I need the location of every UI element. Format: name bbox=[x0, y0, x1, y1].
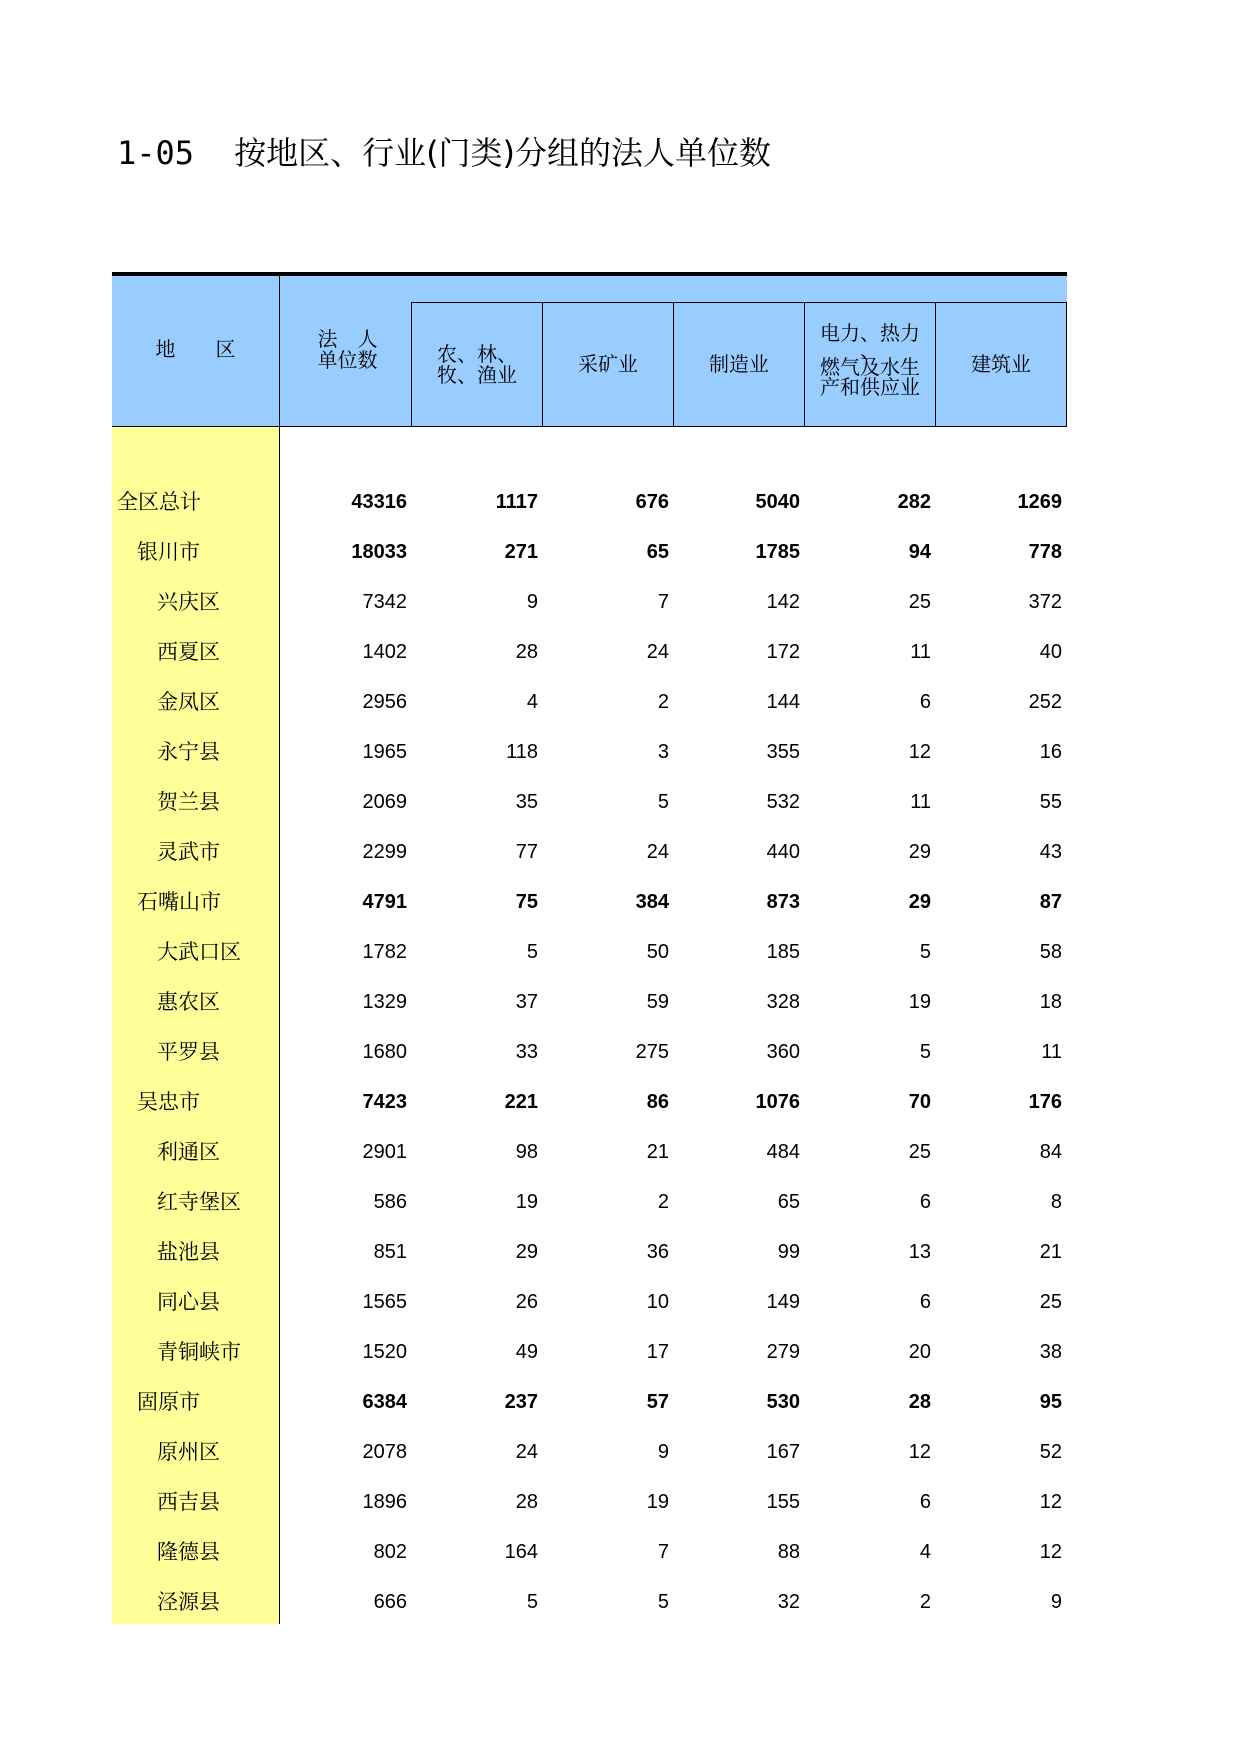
region-name: 大武口区 bbox=[157, 940, 241, 964]
header-total-line: 法 人 bbox=[317, 327, 378, 351]
value-cell: 5 bbox=[526, 1591, 538, 1613]
value-cell: 384 bbox=[635, 891, 669, 913]
table-row bbox=[112, 1427, 1067, 1477]
value-cell: 1402 bbox=[362, 641, 407, 663]
value-cell: 1520 bbox=[362, 1341, 407, 1363]
value-cell: 37 bbox=[515, 991, 538, 1013]
value-cell: 43316 bbox=[351, 491, 407, 513]
value-cell: 4 bbox=[526, 691, 538, 713]
value-cell: 360 bbox=[766, 1041, 800, 1063]
value-cell: 11 bbox=[910, 791, 931, 813]
region-name: 平罗县 bbox=[157, 1040, 220, 1064]
value-cell: 149 bbox=[766, 1291, 800, 1313]
value-cell: 7423 bbox=[362, 1091, 407, 1113]
header-total-line: 单位数 bbox=[317, 348, 378, 372]
table-row bbox=[112, 1177, 1067, 1227]
value-cell: 6 bbox=[919, 1491, 931, 1513]
value-cell: 86 bbox=[646, 1091, 669, 1113]
value-cell: 532 bbox=[766, 791, 800, 813]
table-row bbox=[112, 627, 1067, 677]
value-cell: 17 bbox=[646, 1341, 669, 1363]
value-cell: 25 bbox=[908, 591, 931, 613]
value-cell: 24 bbox=[515, 1441, 538, 1463]
value-cell: 2 bbox=[657, 1191, 669, 1213]
value-cell: 1329 bbox=[362, 991, 407, 1013]
header-col-line: 农、林、 bbox=[437, 342, 517, 366]
page-title bbox=[117, 128, 771, 174]
value-cell: 10 bbox=[646, 1291, 669, 1313]
value-cell: 28 bbox=[908, 1391, 931, 1413]
value-cell: 43 bbox=[1039, 841, 1062, 863]
value-cell: 7 bbox=[657, 1541, 669, 1563]
value-cell: 11 bbox=[910, 641, 931, 663]
value-cell: 24 bbox=[646, 841, 669, 863]
value-cell: 29 bbox=[515, 1241, 538, 1263]
value-cell: 484 bbox=[766, 1141, 800, 1163]
value-cell: 99 bbox=[777, 1241, 800, 1263]
header-region-divider bbox=[279, 276, 280, 427]
value-cell: 75 bbox=[515, 891, 538, 913]
region-name: 全区总计 bbox=[117, 490, 201, 514]
value-cell: 84 bbox=[1039, 1141, 1062, 1163]
value-cell: 252 bbox=[1028, 691, 1062, 713]
value-cell: 155 bbox=[766, 1491, 800, 1513]
value-cell: 70 bbox=[908, 1091, 931, 1113]
value-cell: 20 bbox=[908, 1341, 931, 1363]
value-cell: 4 bbox=[919, 1541, 931, 1563]
value-cell: 221 bbox=[504, 1091, 538, 1113]
table-row bbox=[112, 1377, 1067, 1427]
value-cell: 2078 bbox=[362, 1441, 407, 1463]
value-cell: 6 bbox=[919, 1191, 931, 1213]
table-row bbox=[112, 927, 1067, 977]
value-cell: 50 bbox=[646, 941, 669, 963]
value-cell: 2 bbox=[919, 1591, 931, 1613]
table-row bbox=[112, 1527, 1067, 1577]
value-cell: 6 bbox=[919, 1291, 931, 1313]
table-title: 按地区、行业(门类)分组的法人单位数 bbox=[234, 134, 772, 172]
value-cell: 2 bbox=[657, 691, 669, 713]
value-cell: 778 bbox=[1028, 541, 1062, 563]
region-name: 固原市 bbox=[137, 1390, 200, 1414]
value-cell: 2956 bbox=[362, 691, 407, 713]
value-cell: 9 bbox=[526, 591, 538, 613]
region-name: 兴庆区 bbox=[157, 590, 220, 614]
header-col-agriculture bbox=[412, 344, 542, 386]
value-cell: 29 bbox=[908, 891, 931, 913]
table-row bbox=[112, 477, 1067, 527]
table-row bbox=[112, 1477, 1067, 1527]
value-cell: 57 bbox=[646, 1391, 669, 1413]
value-cell: 25 bbox=[908, 1141, 931, 1163]
value-cell: 1896 bbox=[362, 1491, 407, 1513]
value-cell: 851 bbox=[373, 1241, 407, 1263]
value-cell: 355 bbox=[766, 741, 800, 763]
value-cell: 8 bbox=[1050, 1191, 1062, 1213]
header-col-utilities bbox=[805, 323, 935, 397]
value-cell: 9 bbox=[657, 1441, 669, 1463]
value-cell: 24 bbox=[646, 641, 669, 663]
value-cell: 1680 bbox=[362, 1041, 407, 1063]
value-cell: 2901 bbox=[362, 1141, 407, 1163]
value-cell: 237 bbox=[504, 1391, 538, 1413]
header-col-line: 燃气及水生 bbox=[820, 355, 920, 379]
value-cell: 52 bbox=[1039, 1441, 1062, 1463]
region-name: 灵武市 bbox=[157, 840, 220, 864]
value-cell: 25 bbox=[1039, 1291, 1062, 1313]
value-cell: 372 bbox=[1028, 591, 1062, 613]
value-cell: 2299 bbox=[362, 841, 407, 863]
value-cell: 586 bbox=[373, 1191, 407, 1213]
table-row bbox=[112, 727, 1067, 777]
value-cell: 26 bbox=[515, 1291, 538, 1313]
table-row bbox=[112, 1027, 1067, 1077]
region-name: 惠农区 bbox=[157, 990, 220, 1014]
region-name: 永宁县 bbox=[157, 740, 220, 764]
value-cell: 28 bbox=[515, 641, 538, 663]
value-cell: 55 bbox=[1039, 791, 1062, 813]
value-cell: 12 bbox=[908, 1441, 931, 1463]
value-cell: 16 bbox=[1039, 741, 1062, 763]
value-cell: 28 bbox=[515, 1491, 538, 1513]
value-cell: 7342 bbox=[362, 591, 407, 613]
value-cell: 1565 bbox=[362, 1291, 407, 1313]
region-name: 贺兰县 bbox=[157, 790, 220, 814]
value-cell: 36 bbox=[646, 1241, 669, 1263]
table-row bbox=[112, 777, 1067, 827]
value-cell: 118 bbox=[506, 741, 538, 763]
value-cell: 19 bbox=[646, 1491, 669, 1513]
value-cell: 38 bbox=[1039, 1341, 1062, 1363]
header-col-divider bbox=[1066, 302, 1067, 427]
header-industry-rule bbox=[411, 302, 1067, 303]
value-cell: 40 bbox=[1039, 641, 1062, 663]
value-cell: 4791 bbox=[362, 891, 407, 913]
region-name: 石嘴山市 bbox=[137, 890, 221, 914]
value-cell: 666 bbox=[373, 1591, 407, 1613]
region-name: 利通区 bbox=[157, 1140, 220, 1164]
table-row bbox=[112, 577, 1067, 627]
table-row bbox=[112, 527, 1067, 577]
region-name: 红寺堡区 bbox=[157, 1190, 241, 1214]
value-cell: 13 bbox=[908, 1241, 931, 1263]
value-cell: 98 bbox=[515, 1141, 538, 1163]
region-name: 隆德县 bbox=[157, 1540, 220, 1564]
value-cell: 19 bbox=[515, 1191, 538, 1213]
value-cell: 676 bbox=[635, 491, 669, 513]
value-cell: 59 bbox=[646, 991, 669, 1013]
value-cell: 19 bbox=[908, 991, 931, 1013]
value-cell: 440 bbox=[766, 841, 800, 863]
value-cell: 65 bbox=[777, 1191, 800, 1213]
value-cell: 167 bbox=[766, 1441, 800, 1463]
value-cell: 58 bbox=[1039, 941, 1062, 963]
value-cell: 11 bbox=[1041, 1041, 1062, 1063]
value-cell: 21 bbox=[1039, 1241, 1062, 1263]
value-cell: 21 bbox=[646, 1141, 669, 1163]
value-cell: 1965 bbox=[362, 741, 407, 763]
table-row bbox=[112, 977, 1067, 1027]
value-cell: 35 bbox=[515, 791, 538, 813]
value-cell: 5 bbox=[657, 791, 669, 813]
value-cell: 1076 bbox=[755, 1091, 800, 1113]
value-cell: 3 bbox=[657, 741, 669, 763]
region-name: 金凤区 bbox=[157, 690, 220, 714]
header-col-line: 牧、渔业 bbox=[437, 363, 517, 387]
table-row bbox=[112, 1227, 1067, 1277]
value-cell: 176 bbox=[1028, 1091, 1062, 1113]
value-cell: 802 bbox=[373, 1541, 407, 1563]
header-col-construction: 建筑业 bbox=[971, 352, 1031, 376]
table-row bbox=[112, 1327, 1067, 1377]
value-cell: 5040 bbox=[755, 491, 800, 513]
value-cell: 5 bbox=[526, 941, 538, 963]
value-cell: 5 bbox=[919, 941, 931, 963]
region-name: 吴忠市 bbox=[137, 1090, 200, 1114]
value-cell: 12 bbox=[1039, 1491, 1062, 1513]
value-cell: 5 bbox=[919, 1041, 931, 1063]
value-cell: 172 bbox=[766, 641, 800, 663]
value-cell: 87 bbox=[1039, 891, 1062, 913]
value-cell: 65 bbox=[646, 541, 669, 563]
value-cell: 18033 bbox=[351, 541, 407, 563]
value-cell: 94 bbox=[908, 541, 931, 563]
value-cell: 164 bbox=[504, 1541, 538, 1563]
value-cell: 6 bbox=[919, 691, 931, 713]
header-col-manufacturing: 制造业 bbox=[709, 352, 769, 376]
value-cell: 1785 bbox=[755, 541, 800, 563]
table-number: 1-05 bbox=[117, 134, 195, 172]
value-cell: 12 bbox=[908, 741, 931, 763]
header-col-line: 、 bbox=[860, 338, 880, 362]
value-cell: 29 bbox=[908, 841, 931, 863]
value-cell: 873 bbox=[766, 891, 800, 913]
value-cell: 12 bbox=[1039, 1541, 1062, 1563]
value-cell: 32 bbox=[777, 1591, 800, 1613]
value-cell: 530 bbox=[766, 1391, 800, 1413]
value-cell: 88 bbox=[777, 1541, 800, 1563]
value-cell: 328 bbox=[766, 991, 800, 1013]
header-col-mining: 采矿业 bbox=[578, 352, 638, 376]
header-col-line: 电力、热力 bbox=[820, 321, 920, 345]
value-cell: 144 bbox=[766, 691, 800, 713]
value-cell: 7 bbox=[657, 591, 669, 613]
table-row bbox=[112, 1277, 1067, 1327]
region-name: 泾源县 bbox=[157, 1590, 220, 1614]
table-row bbox=[112, 877, 1067, 927]
region-name: 原州区 bbox=[157, 1440, 220, 1464]
value-cell: 2069 bbox=[362, 791, 407, 813]
region-name: 青铜峡市 bbox=[157, 1340, 241, 1364]
value-cell: 77 bbox=[515, 841, 538, 863]
value-cell: 18 bbox=[1039, 991, 1062, 1013]
region-name: 西吉县 bbox=[157, 1490, 220, 1514]
value-cell: 142 bbox=[766, 591, 800, 613]
header-col-line: 产和供应业 bbox=[820, 375, 920, 399]
value-cell: 275 bbox=[635, 1041, 669, 1063]
table-row bbox=[112, 677, 1067, 727]
region-name: 银川市 bbox=[137, 540, 200, 564]
value-cell: 282 bbox=[897, 491, 931, 513]
value-cell: 1269 bbox=[1017, 491, 1062, 513]
header-total bbox=[300, 329, 395, 371]
value-cell: 95 bbox=[1039, 1391, 1062, 1413]
value-cell: 33 bbox=[515, 1041, 538, 1063]
value-cell: 6384 bbox=[362, 1391, 407, 1413]
header-region: 地 区 bbox=[155, 337, 236, 361]
region-name: 西夏区 bbox=[157, 640, 220, 664]
value-cell: 9 bbox=[1050, 1591, 1062, 1613]
region-name: 同心县 bbox=[157, 1290, 220, 1314]
value-cell: 49 bbox=[515, 1341, 538, 1363]
value-cell: 1782 bbox=[362, 941, 407, 963]
value-cell: 1117 bbox=[495, 491, 538, 513]
table-row bbox=[112, 827, 1067, 877]
table-row bbox=[112, 1577, 1067, 1627]
value-cell: 185 bbox=[766, 941, 800, 963]
region-name: 盐池县 bbox=[157, 1240, 220, 1264]
value-cell: 279 bbox=[766, 1341, 800, 1363]
table-row bbox=[112, 1127, 1067, 1177]
value-cell: 5 bbox=[657, 1591, 669, 1613]
table-row bbox=[112, 1077, 1067, 1127]
value-cell: 271 bbox=[504, 541, 538, 563]
